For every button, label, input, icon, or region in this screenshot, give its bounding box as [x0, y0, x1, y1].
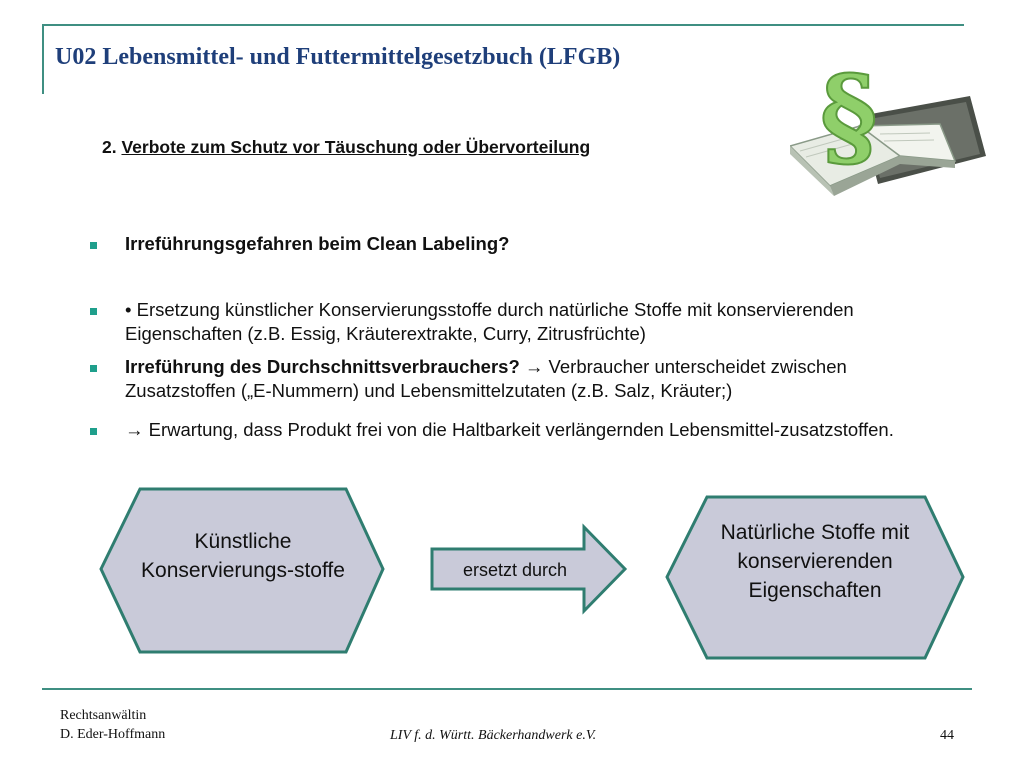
bullet-text: → Erwartung, dass Produkt frei von die Haltbarkeit verlängernden Lebensmittel-zusatzstoffen. [125, 419, 894, 440]
footer-author [60, 706, 165, 744]
left-hexagon-label: Künstliche Konservierungs-stoffe [141, 530, 345, 582]
paragraph-symbol: § [820, 51, 878, 180]
author-title: Rechtsanwältin [60, 708, 147, 723]
page-number: 44 [940, 728, 954, 743]
footer-organization: LIV f. d. Württ. Bäckerhandwerk e.V. [390, 728, 597, 743]
right-hexagon-label: Natürliche Stoffe mit konservierenden Eigenschaften [720, 521, 910, 602]
section-number: 2. [102, 137, 122, 157]
arrow-label: ersetzt durch [462, 560, 568, 580]
bullet-bold-text: Irreführung des Durchschnittsverbrauchers? [125, 356, 520, 377]
section-heading-text: Verbote zum Schutz vor Täuschung oder Übervorteilung [121, 137, 591, 157]
bullet-bold-text: Irreführungsgefahren beim Clean Labeling? [125, 233, 510, 254]
footer-rule [42, 688, 972, 690]
slide-title: U02 Lebensmittel- und Futtermittelgesetzbuch (LFGB) [55, 44, 621, 70]
author-name: D. Eder-Hoffmann [60, 727, 166, 742]
bullet-text: → Verbraucher unterscheidet zwischen Zusatzstoffen („E-Nummern) und Lebensmittelzutaten (z.B. Salz, Kräuter;) [125, 356, 847, 401]
bullet-text: • Ersetzung künstlicher Konservierungsstoffe durch natürliche Stoffe mit konservierenden Eigenschaften (z.B. Essig, Kräuterextrakte, Curry, Zitrusfrüchte) [125, 299, 854, 344]
